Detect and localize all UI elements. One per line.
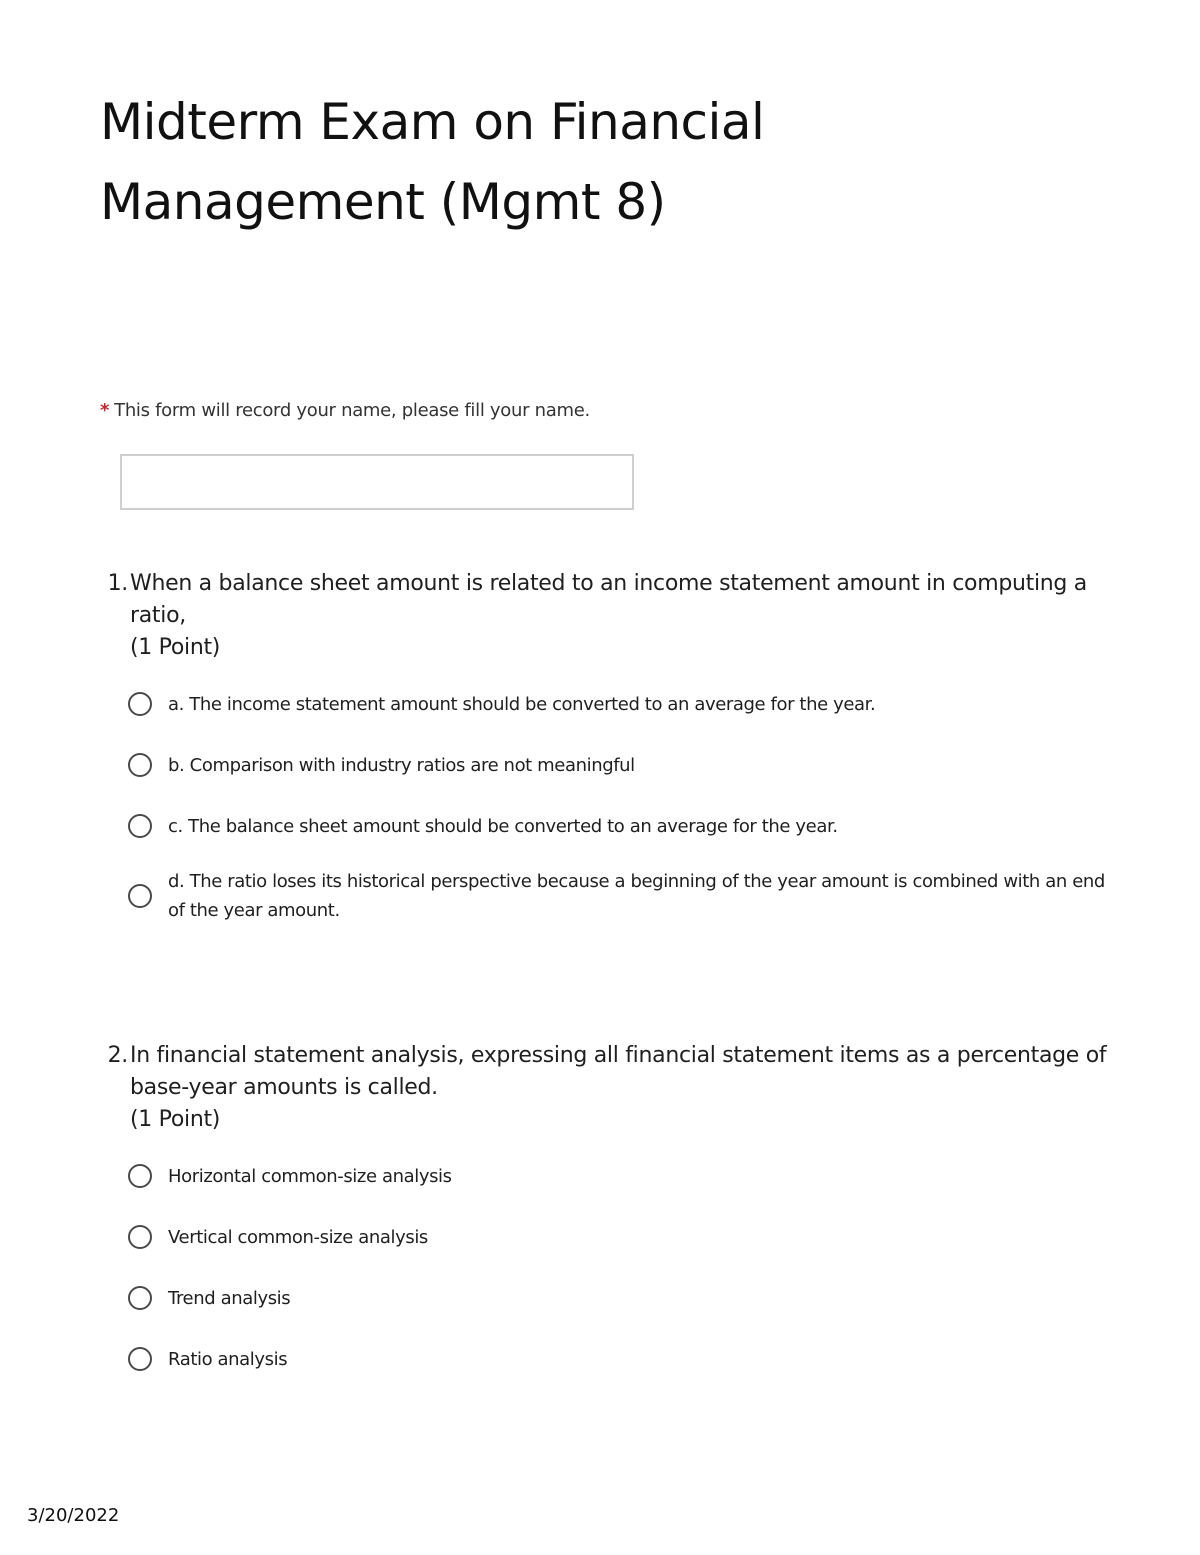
option-label: a. The income statement amount should be converted to an average for the year. bbox=[168, 693, 876, 715]
form-title: Midterm Exam on Financial Management (Mgmt 8) bbox=[100, 93, 765, 231]
radio-icon[interactable] bbox=[128, 753, 152, 777]
question-2 bbox=[100, 1040, 1110, 1379]
option-q2-a[interactable] bbox=[128, 1156, 1110, 1196]
question-number: 2. bbox=[107, 1043, 128, 1068]
question-body bbox=[130, 1040, 1110, 1136]
option-q1-c[interactable] bbox=[128, 806, 1110, 846]
question-text: When a balance sheet amount is related to an income statement amount in computing a ratio, bbox=[130, 571, 1087, 628]
question-2-header bbox=[100, 1040, 1110, 1136]
option-label: b. Comparison with industry ratios are not meaningful bbox=[168, 754, 635, 776]
required-marker: * bbox=[100, 400, 110, 421]
radio-icon[interactable] bbox=[128, 1164, 152, 1188]
question-body bbox=[130, 568, 1110, 664]
option-label: Trend analysis bbox=[168, 1287, 291, 1309]
footer-date: 3/20/2022 bbox=[27, 1505, 120, 1526]
option-q1-a[interactable] bbox=[128, 684, 1110, 724]
question-points: (1 Point) bbox=[130, 1107, 221, 1132]
question-2-options bbox=[128, 1156, 1110, 1379]
name-section bbox=[100, 398, 1100, 424]
option-q2-b[interactable] bbox=[128, 1217, 1110, 1257]
option-label: d. The ratio loses its historical perspective because a beginning of the year amount is combined with an end of the year amount. bbox=[168, 871, 1105, 921]
option-q2-d[interactable] bbox=[128, 1339, 1110, 1379]
option-label: Horizontal common-size analysis bbox=[168, 1165, 452, 1187]
option-label: c. The balance sheet amount should be converted to an average for the year. bbox=[168, 815, 838, 837]
question-1-header bbox=[100, 568, 1110, 664]
radio-icon[interactable] bbox=[128, 1286, 152, 1310]
radio-icon[interactable] bbox=[128, 814, 152, 838]
option-q2-c[interactable] bbox=[128, 1278, 1110, 1318]
question-points: (1 Point) bbox=[130, 635, 221, 660]
radio-icon[interactable] bbox=[128, 1347, 152, 1371]
option-q1-d[interactable] bbox=[128, 867, 1110, 925]
name-prompt bbox=[100, 398, 1100, 424]
question-1 bbox=[100, 568, 1110, 925]
question-1-options bbox=[128, 684, 1110, 925]
name-input[interactable] bbox=[120, 454, 634, 510]
option-q1-b[interactable] bbox=[128, 745, 1110, 785]
option-label: Vertical common-size analysis bbox=[168, 1226, 428, 1248]
radio-icon[interactable] bbox=[128, 1225, 152, 1249]
question-number: 1. bbox=[107, 571, 128, 596]
question-text: In financial statement analysis, expressing all financial statement items as a percentage of base-year amounts is called. bbox=[130, 1043, 1107, 1100]
option-label: Ratio analysis bbox=[168, 1348, 288, 1370]
radio-icon[interactable] bbox=[128, 884, 152, 908]
name-prompt-text: This form will record your name, please fill your name. bbox=[114, 400, 590, 421]
radio-icon[interactable] bbox=[128, 692, 152, 716]
